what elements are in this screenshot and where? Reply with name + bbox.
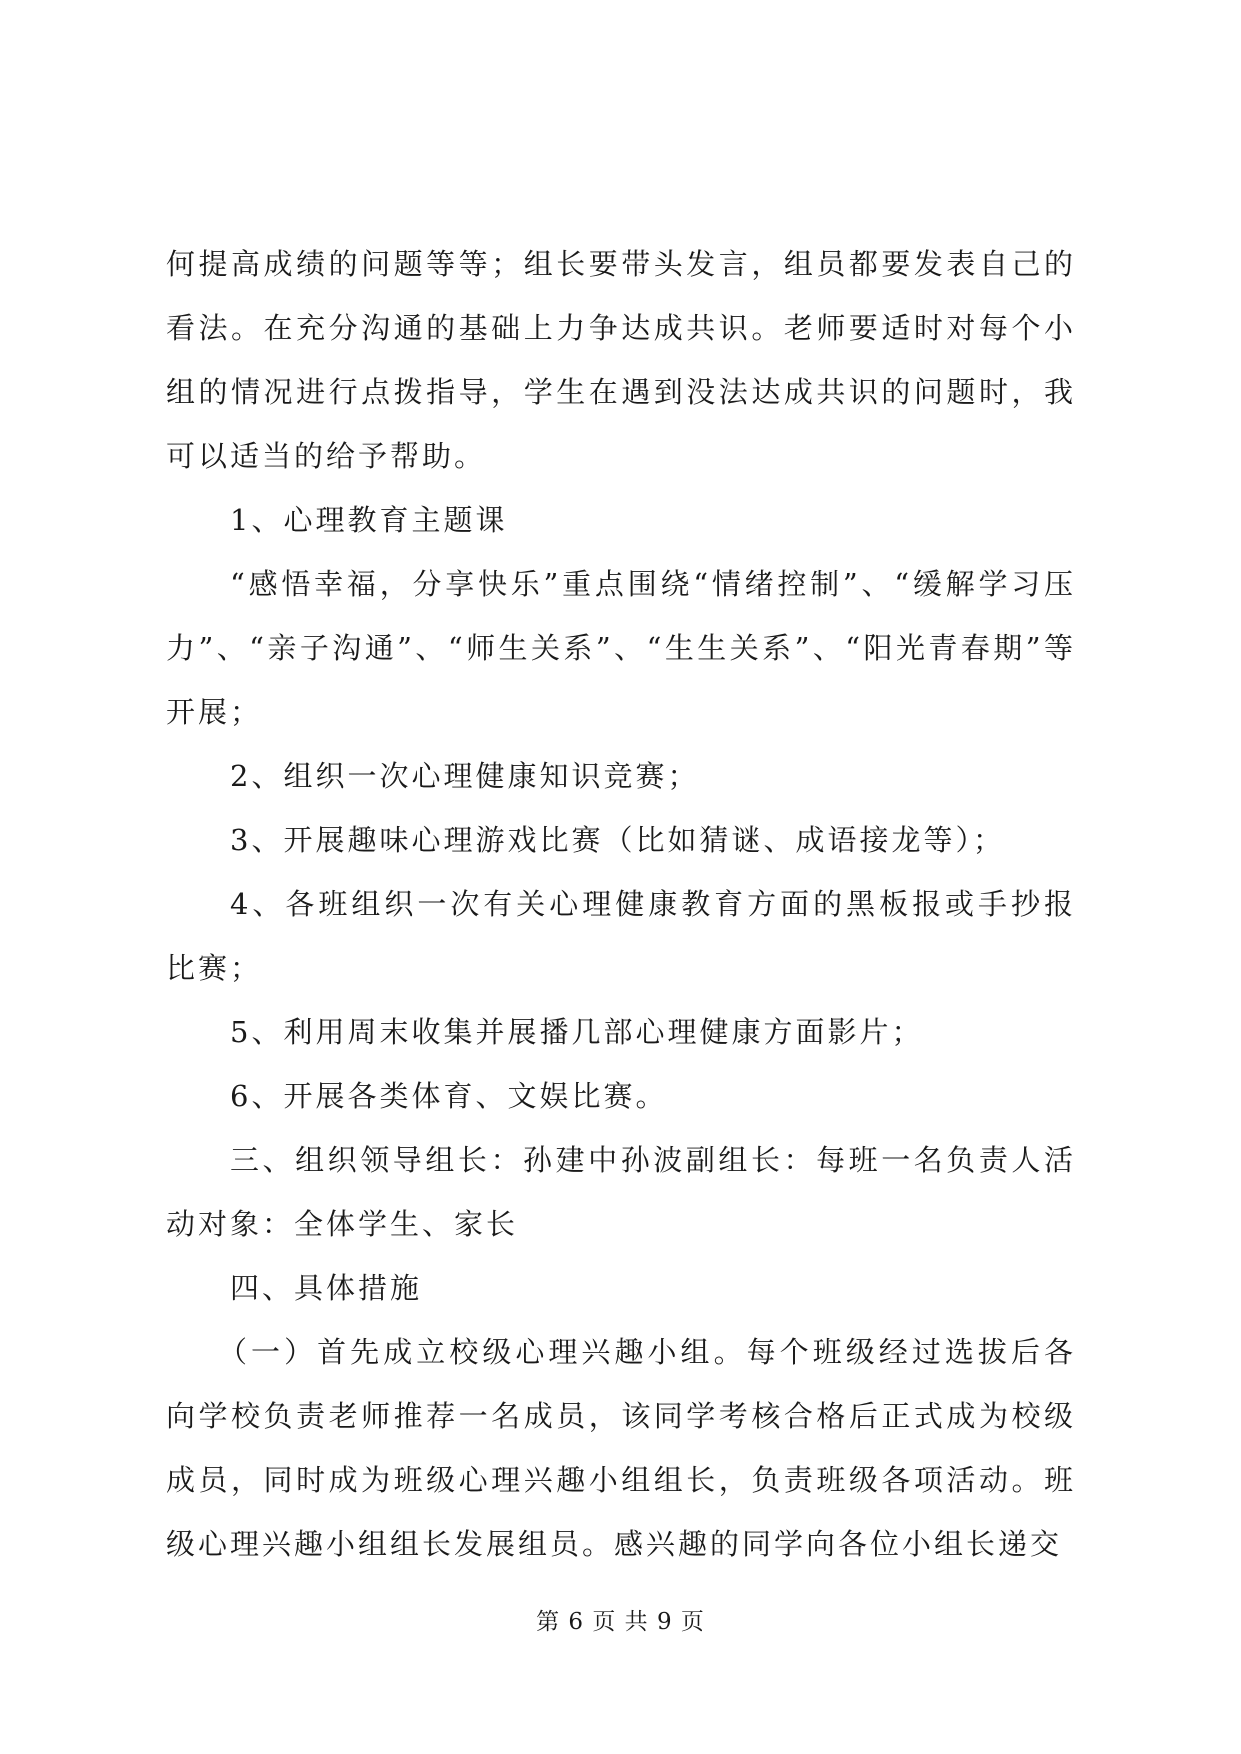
paragraph-item-6: 6、开展各类体育、文娱比赛。: [230, 1079, 668, 1113]
paragraph-section-4-heading: 四、具体措施: [230, 1271, 423, 1305]
paragraph-section-3: 三、组织领导组长：孙建中孙波副组长：每班一名负责人活动对象：全体学生、家长: [166, 1143, 1076, 1241]
paragraph-item-3: 3、开展趣味心理游戏比赛（比如猜谜、成语接龙等）；: [230, 823, 1005, 857]
page-number-footer: 第 6 页 共 9 页: [536, 1609, 705, 1635]
paragraph-item-4: 4、各班组织一次有关心理健康教育方面的黑板报或手抄报比赛；: [166, 887, 1076, 985]
paragraph-measure-1: （一）首先成立校级心理兴趣小组。每个班级经过选拔后各向学校负责老师推荐一名成员，该同学考核合格后正式成为校级成员，同时成为班级心理兴趣小组组长，负责班级各项活动。班级心理兴趣小组组长发展组员。感兴趣的同学向各位小组长递交: [166, 1335, 1076, 1561]
paragraph-theme-description: “感悟幸福，分享快乐”重点围绕“情绪控制”、“缓解学习压力”、“亲子沟通”、“师生关系”、“生生关系”、“阳光青春期”等开展；: [166, 567, 1076, 729]
paragraph-item-1: 1、心理教育主题课: [230, 503, 508, 537]
paragraph-item-5: 5、利用周末收集并展播几部心理健康方面影片；: [230, 1015, 924, 1049]
paragraph-continuation: 何提高成绩的问题等等；组长要带头发言，组员都要发表自己的看法。在充分沟通的基础上力争达成共识。老师要适时对每个小组的情况进行点拨指导，学生在遇到没法达成共识的问题时，我可以适当的给予帮助。: [166, 247, 1076, 473]
paragraph-item-2: 2、组织一次心理健康知识竞赛；: [230, 759, 700, 793]
document-body: [166, 232, 1076, 1576]
